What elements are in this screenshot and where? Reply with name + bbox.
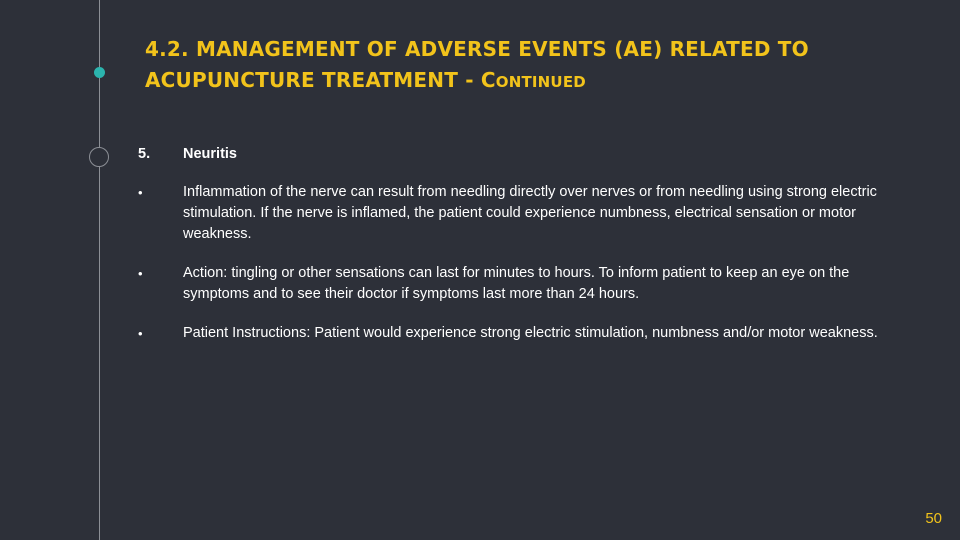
bullet-icon: • <box>138 185 143 200</box>
page-number: 50 <box>925 510 942 527</box>
title-continued-rest: ONTINUED <box>495 73 586 91</box>
slide-title <box>145 34 865 98</box>
bullet-text: Action: tingling or other sensations can last for minutes to hours. To inform patient to keep an eye on the symptoms and to see their doctor if symptoms last more than 24 hours. <box>183 265 850 302</box>
bullet-text: Patient Instructions: Patient would experience strong electric stimulation, numbness and/or motor weakness. <box>183 325 878 341</box>
title-continued-initial: C <box>480 68 496 92</box>
bullet-text: Inflammation of the nerve can result from needling directly over nerves or from needling using strong electric stimulation. If the nerve is inflamed, the patient could experience numbness, electrical sensation or motor weakness. <box>183 184 877 242</box>
timeline-dot-icon <box>94 67 105 78</box>
title-line-1: 4.2. MANAGEMENT OF ADVERSE EVENTS (AE) RELATED TO <box>145 37 809 61</box>
timeline-line <box>99 0 100 540</box>
section-number: 5. <box>138 146 151 162</box>
bullet-icon: • <box>138 326 143 341</box>
title-line-2-main: ACUPUNCTURE TREATMENT - <box>145 68 481 92</box>
title-line-2 <box>145 65 865 98</box>
section-heading: Neuritis <box>183 146 237 162</box>
timeline-ring-icon <box>89 147 109 167</box>
bullet-icon: • <box>138 266 143 281</box>
